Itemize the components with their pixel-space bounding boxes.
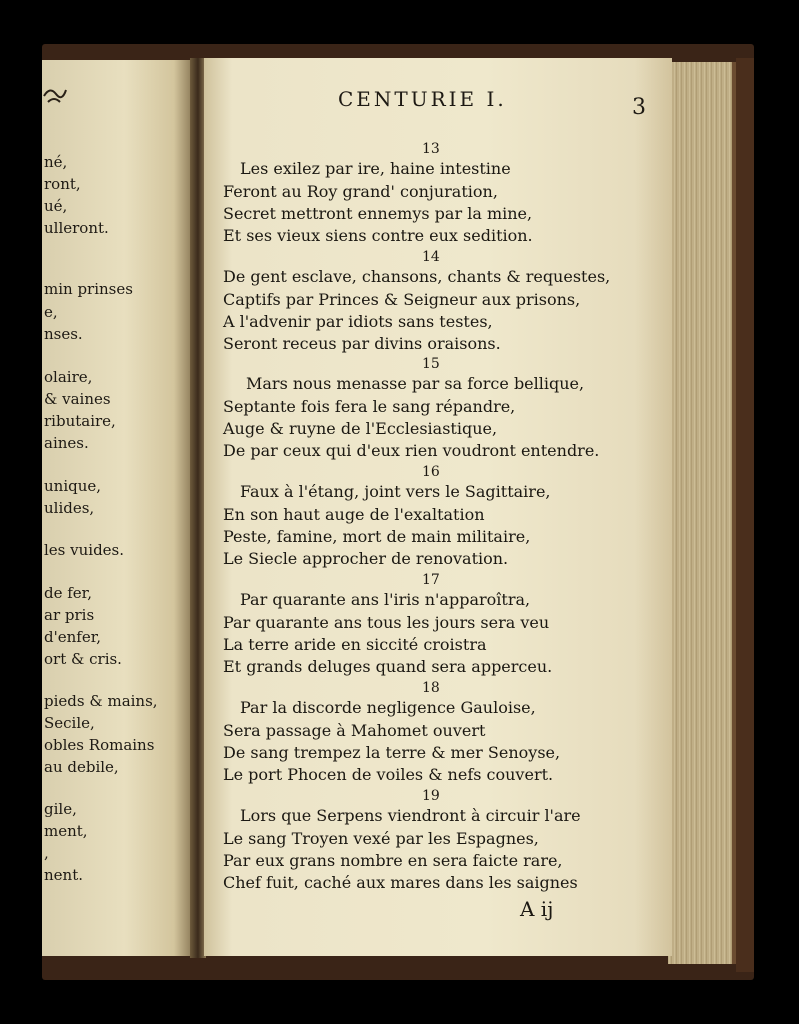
- left-fragment: les vuides.: [44, 541, 125, 559]
- left-fragment: min prinses: [44, 280, 133, 298]
- signature-mark: A ij: [520, 897, 554, 921]
- verse-line: En son haut auge de l'exaltation: [223, 505, 485, 524]
- verse-line: Par la discorde negligence Gauloise,: [240, 698, 536, 717]
- verse-line: Septante fois fera le sang répandre,: [223, 397, 516, 416]
- verse-line: Mars nous menasse par sa force bellique,: [246, 374, 585, 393]
- verse-line: Lors que Serpens viendront à circuir l'are: [240, 806, 581, 825]
- left-fragment: unique,: [44, 477, 102, 495]
- verse-line: Par eux grans nombre en sera faicte rare,: [223, 851, 563, 870]
- page-number: 3: [632, 95, 646, 120]
- left-fragment: ulleront.: [44, 219, 109, 237]
- left-fragment: d'enfer,: [44, 628, 101, 646]
- book-spine-edge: [736, 58, 754, 972]
- verse-line: Chef fuit, caché aux mares dans les saignes: [223, 873, 578, 892]
- left-fragment: né,: [44, 153, 68, 171]
- verse-line: De sang trempez la terre & mer Senoyse,: [223, 743, 561, 762]
- verse-line: Captifs par Princes & Seigneur aux prisons,: [223, 290, 581, 309]
- left-fragment: ulides,: [44, 499, 95, 517]
- quatrain-number: 19: [422, 788, 440, 804]
- verse-line: Le sang Troyen vexé par les Espagnes,: [223, 829, 539, 848]
- left-fragment: aines.: [44, 434, 89, 452]
- verse-line: Et ses vieux siens contre eux sedition.: [223, 226, 533, 245]
- verse-line: La terre aride en siccité croistra: [223, 635, 487, 654]
- verse-line: Faux à l'étang, joint vers le Sagittaire,: [240, 482, 551, 501]
- left-fragment: de fer,: [44, 584, 92, 602]
- page-edges: [668, 62, 736, 964]
- running-title: CENTURIE I.: [338, 87, 507, 111]
- verse-line: Auge & ruyne de l'Ecclesiastique,: [223, 419, 498, 438]
- verse-line: Seront receus par divins oraisons.: [223, 334, 501, 353]
- verse-line: De gent esclave, chansons, chants & requestes,: [223, 267, 611, 286]
- quatrain-number: 18: [422, 680, 440, 696]
- left-fragment: ront,: [44, 175, 81, 193]
- left-fragment: ort & cris.: [44, 650, 122, 668]
- quatrain-number: 14: [422, 249, 440, 265]
- verse-line: Les exilez par ire, haine intestine: [240, 159, 511, 178]
- quatrain-number: 17: [422, 572, 440, 588]
- verse-line: Par quarante ans l'iris n'apparoîtra,: [240, 590, 531, 609]
- left-fragment: ment,: [44, 822, 88, 840]
- left-fragment: pieds & mains,: [44, 692, 158, 710]
- left-fragment: ar pris: [44, 606, 95, 624]
- left-fragment: ué,: [44, 197, 68, 215]
- quatrain-number: 16: [422, 464, 440, 480]
- left-fragment: olaire,: [44, 368, 93, 386]
- verse-line: Secret mettront ennemys par la mine,: [223, 204, 533, 223]
- verse-line: Feront au Roy grand' conjuration,: [223, 182, 498, 201]
- quatrain-number: 15: [422, 356, 440, 372]
- left-fragment: ributaire,: [44, 412, 116, 430]
- left-fragment: nses.: [44, 325, 83, 343]
- verse-line: De par ceux qui d'eux rien voudront entendre.: [223, 441, 600, 460]
- quatrain-number: 13: [422, 141, 440, 157]
- verse-line: Le Siecle approcher de renovation.: [223, 549, 509, 568]
- verse-line: A l'advenir par idiots sans testes,: [223, 312, 493, 331]
- left-fragment: nent.: [44, 866, 83, 884]
- left-fragment: Secile,: [44, 714, 95, 732]
- left-fragment: obles Romains: [44, 736, 155, 754]
- verse-line: Par quarante ans tous les jours sera veu: [223, 613, 550, 632]
- left-fragment: & vaines: [44, 390, 111, 408]
- verse-line: Sera passage à Mahomet ouvert: [223, 721, 486, 740]
- left-fragment: ,: [44, 844, 49, 862]
- ornament-icon: [42, 82, 68, 108]
- left-fragment: au debile,: [44, 758, 119, 776]
- left-fragment: e,: [44, 303, 58, 321]
- left-fragment: gile,: [44, 800, 77, 818]
- verse-line: Le port Phocen de voiles & nefs couvert.: [223, 765, 554, 784]
- verse-line: Peste, famine, mort de main militaire,: [223, 527, 531, 546]
- verse-line: Et grands deluges quand sera apperceu.: [223, 657, 553, 676]
